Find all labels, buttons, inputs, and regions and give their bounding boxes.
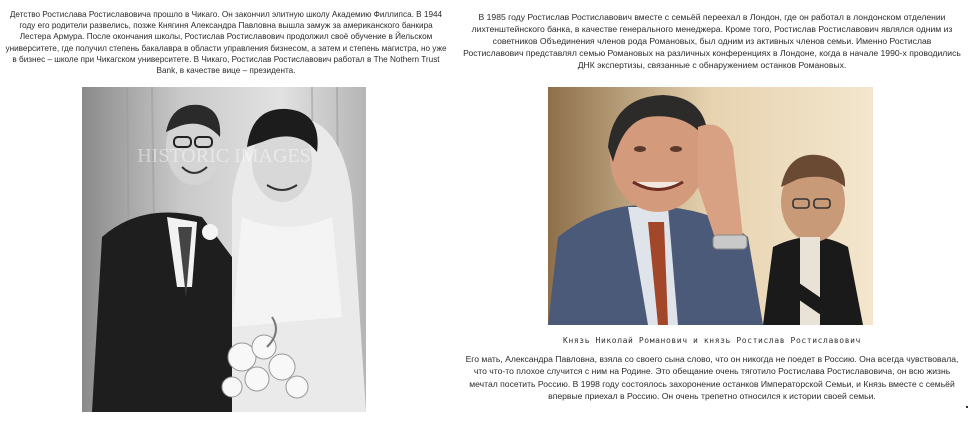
- right-paragraph-bottom: Его мать, Александра Павловна, взяла со своего сына слово, что он никогда не поедет в Россию. Она всегда чувствовала, что что-то плохое случится с ним на Родине. Это обещание очень тяготило Ростислава Ростиславовича, он всю жизнь мечтал посетить Россию. В 1998 году состоялось захоронение останков Императорской Семьи, и Князь вместе с семьёй впервые приехал в Россию. Он очень трепетно относился к истории своей семьи.: [465, 354, 959, 402]
- photo-caption: Князь Николай Романович и князь Ростислав Ростиславович: [563, 336, 861, 345]
- princes-photo: [548, 87, 873, 325]
- right-paragraph-top: В 1985 году Ростислав Ростиславович вместе с семьёй переехал в Лондон, где он работал в лондонском отделении лихтенштейнского банка, в качестве генерального менеджера. Кроме того, Ростислав Ростиславович являлся одним из советников Объединения членов рода Романовых, был одним из активных членов семьи. Именно Ростислав Ростиславович представлял семью Романовых на различных конференциях в Лондоне, когда в начале 1990-х проводились ДНК экспертизы, связанные с обнаружением останков Романовых.: [463, 12, 961, 70]
- wedding-photo: [82, 87, 366, 412]
- left-paragraph: Детство Ростислава Ростиславовича прошло в Чикаго. Он закончил элитную школу Академию Филлипса. В 1944 году его родители развелись, позже Княгиня Александра Павловна вышла замуж за американского банкира Лестера Армура. После окончания школы, Ростислав Ростиславович продолжил своё обучение в Йельском университете, где получил степень бакалавра в области управления бизнесом, а затем и степень магистра, но уже в бизнес – школе при Чикагском университете. В Чикаго, Ростислав Ростиславович работал в The Nothern Trust Bank, в качестве вице – президента.: [5, 10, 447, 76]
- stray-dot: [966, 406, 968, 408]
- wedding-watermark: HISTORIC IMAGES: [137, 145, 311, 167]
